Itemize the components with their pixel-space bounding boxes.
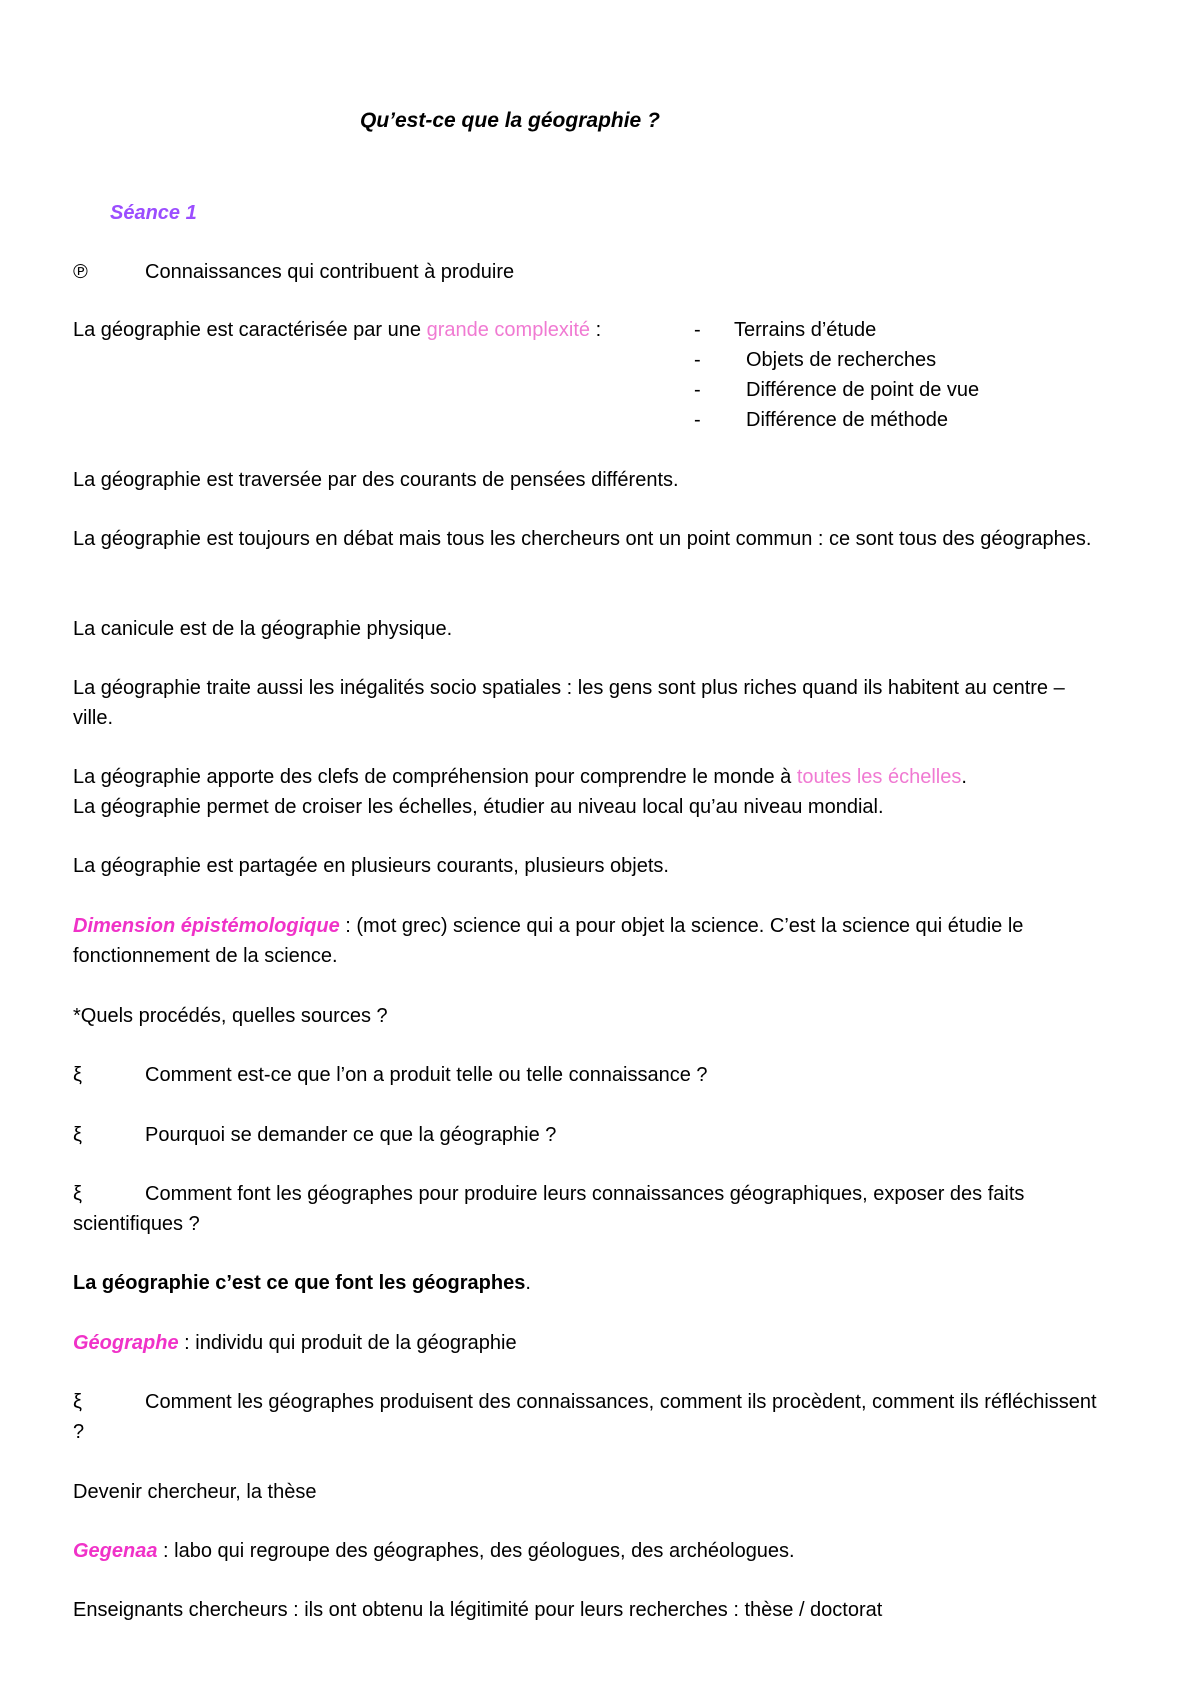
question-bullet: [73, 1387, 1105, 1447]
paragraph: La canicule est de la géographie physique.: [73, 618, 453, 640]
definition-paragraph: [73, 911, 1105, 971]
list-item-text: Terrains d’étude: [734, 319, 877, 341]
list-item-text: Objets de recherches: [746, 349, 937, 371]
complexity-text: La géographie est caractérisée par une: [73, 319, 427, 341]
scales-highlight: toutes les échelles: [796, 766, 962, 788]
intro-bullet: [73, 257, 1105, 287]
session-heading: Séance 1: [110, 202, 197, 224]
bullet-symbol-icon: ξ: [73, 1183, 82, 1205]
paragraph: La géographie est toujours en débat mais tous les chercheurs ont un point commun : ce sont tous des géographes.: [73, 528, 1092, 550]
paragraph: [73, 762, 1105, 792]
question-text: Comment est-ce que l’on a produit telle ou telle connaissance ?: [145, 1064, 708, 1086]
key-statement-text: La géographie c’est ce que font les géographes: [73, 1272, 526, 1294]
bullet-symbol-icon: ℗: [73, 261, 88, 283]
paragraph-text: La géographie apporte des clefs de compréhension pour comprendre le monde à: [73, 766, 797, 788]
question-bullet: [73, 1060, 1105, 1090]
list-item: [694, 315, 979, 345]
key-statement: [73, 1268, 1105, 1298]
term-epistemology: Dimension épistémologique: [73, 915, 340, 937]
bullet-symbol-icon: ξ: [73, 1391, 82, 1413]
dash-icon: -: [694, 409, 701, 431]
paragraph: Enseignants chercheurs : ils ont obtenu la légitimité pour leurs recherches : thèse / doctorat: [73, 1599, 883, 1621]
page-title: Qu’est-ce que la géographie ?: [360, 109, 660, 132]
paragraph: *Quels procédés, quelles sources ?: [73, 1005, 388, 1027]
question-text: Comment font les géographes pour produire leurs connaissances géographiques, exposer des faits scientifiques ?: [73, 1183, 1025, 1235]
complexity-list: [694, 315, 979, 435]
bullet-symbol-icon: ξ: [73, 1064, 82, 1086]
definition-text: : (mot grec) science qui a pour objet la science. C’est la science qui étudie le fonctionnement de la science.: [73, 915, 1024, 967]
list-item: [694, 345, 979, 375]
question-bullet: [73, 1120, 1105, 1150]
list-item-text: Différence de point de vue: [746, 379, 980, 401]
bullet-symbol-icon: ξ: [73, 1124, 82, 1146]
definition-text: : labo qui regroupe des géographes, des géologues, des archéologues.: [157, 1540, 795, 1562]
dash-icon: -: [694, 349, 701, 371]
dash-icon: -: [694, 379, 701, 401]
question-bullet: [73, 1179, 1105, 1239]
term-gegenaa: Gegenaa: [73, 1540, 158, 1562]
key-statement-period: .: [525, 1272, 531, 1294]
paragraph: Devenir chercheur, la thèse: [73, 1481, 317, 1503]
list-item: [694, 405, 979, 435]
dash-icon: -: [694, 319, 701, 341]
intro-text: Connaissances qui contribuent à produire: [145, 261, 515, 283]
definition-text: : individu qui produit de la géographie: [178, 1332, 517, 1354]
definition-paragraph: [73, 1328, 1105, 1358]
question-text: Pourquoi se demander ce que la géographie ?: [145, 1124, 557, 1146]
complexity-highlight: grande complexité: [426, 319, 591, 341]
paragraph: La géographie permet de croiser les échelles, étudier au niveau local qu’au niveau mondial.: [73, 796, 884, 818]
definition-paragraph: [73, 1536, 1105, 1566]
list-item: [694, 375, 979, 405]
question-text: Comment les géographes produisent des connaissances, comment ils procèdent, comment ils réfléchissent ?: [73, 1391, 1097, 1443]
paragraph: La géographie traite aussi les inégalités socio spatiales : les gens sont plus riches quand ils habitent au centre – ville.: [73, 677, 1065, 729]
paragraph: La géographie est traversée par des courants de pensées différents.: [73, 469, 679, 491]
paragraph: La géographie est partagée en plusieurs courants, plusieurs objets.: [73, 855, 669, 877]
list-item-text: Différence de méthode: [746, 409, 948, 431]
complexity-colon: :: [590, 319, 602, 341]
paragraph-text: .: [961, 766, 967, 788]
term-geographe: Géographe: [73, 1332, 179, 1354]
